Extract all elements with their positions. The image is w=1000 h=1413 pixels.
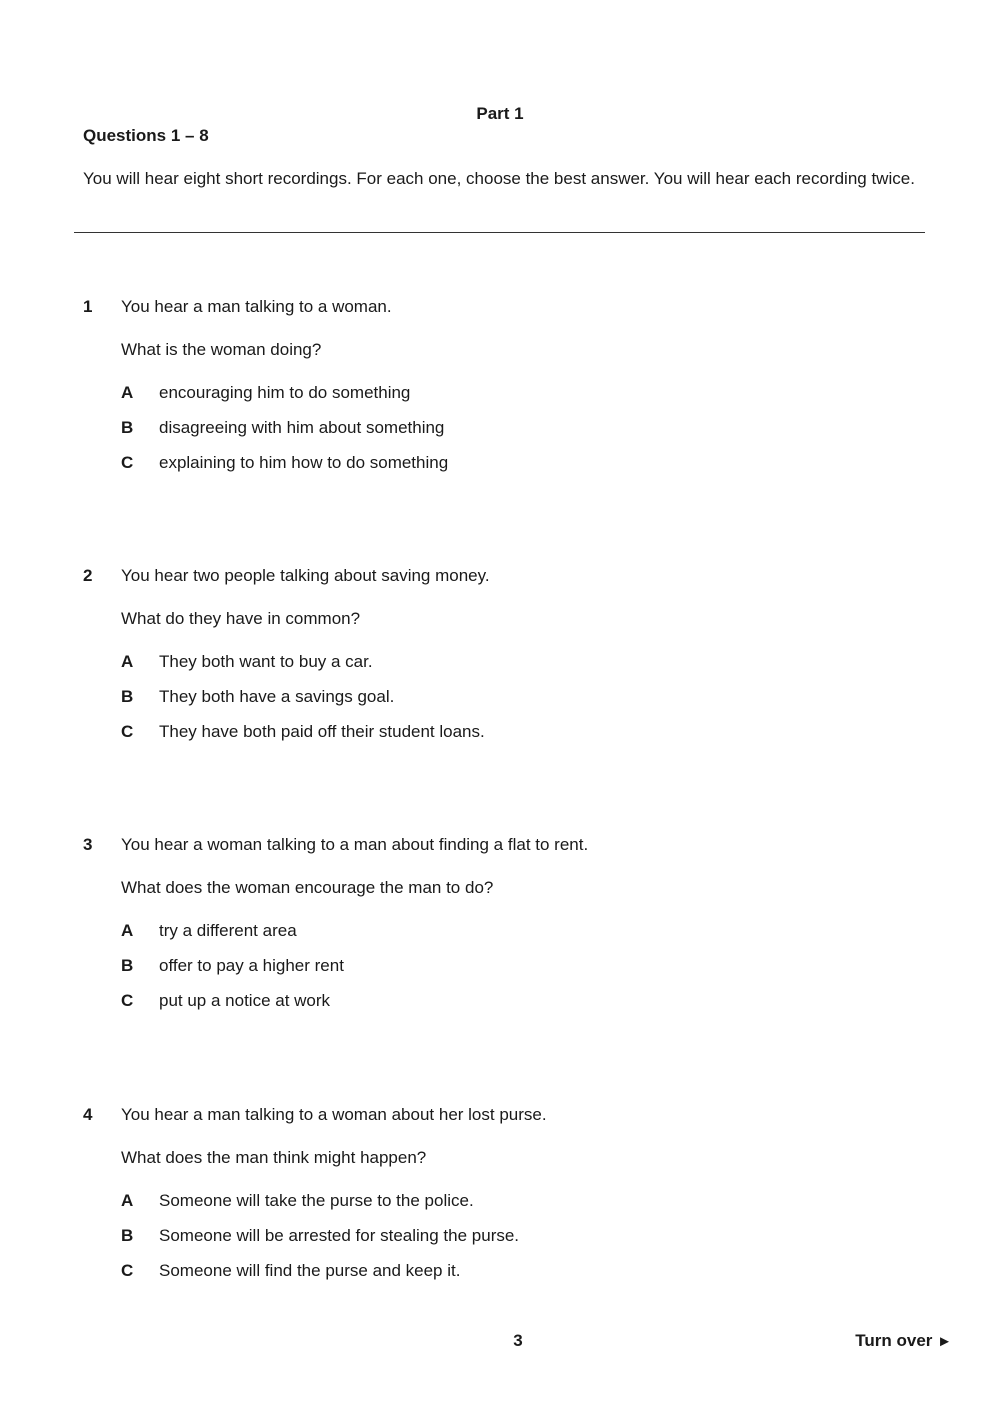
option-text: put up a notice at work <box>159 991 331 1010</box>
option-text: offer to pay a higher rent <box>159 956 344 975</box>
turn-over-label: Turn over <box>855 1331 933 1350</box>
question-context: You hear a man talking to a woman. <box>121 297 392 316</box>
option-text: try a different area <box>159 921 297 940</box>
option-b[interactable] <box>121 687 394 707</box>
question-context: You hear a woman talking to a man about finding a flat to rent. <box>121 835 589 854</box>
turn-over <box>855 1331 952 1351</box>
question-number: 4 <box>83 1105 93 1124</box>
instructions: You will hear eight short recordings. For each one, choose the best answer. You will hear each recording twice. <box>83 169 915 188</box>
right-triangle-icon: ► <box>937 1333 952 1350</box>
option-letter: A <box>121 1191 134 1210</box>
option-letter: C <box>121 453 134 472</box>
option-letter: A <box>121 921 134 940</box>
option-text: They have both paid off their student loans. <box>159 722 485 741</box>
option-text: encouraging him to do something <box>159 383 411 402</box>
option-letter: C <box>121 1261 134 1280</box>
option-b[interactable] <box>121 418 444 438</box>
option-letter: B <box>121 1226 134 1245</box>
question-number: 3 <box>83 835 93 854</box>
question-context: You hear two people talking about saving money. <box>121 566 490 585</box>
option-text: explaining to him how to do something <box>159 453 449 472</box>
option-text: disagreeing with him about something <box>159 418 445 437</box>
option-b[interactable] <box>121 1226 519 1246</box>
part-title: Part 1 <box>476 104 524 123</box>
divider <box>74 232 925 233</box>
question-context: You hear a man talking to a woman about her lost purse. <box>121 1105 547 1124</box>
option-letter: B <box>121 418 134 437</box>
question-prompt: What does the man think might happen? <box>121 1148 427 1167</box>
option-a[interactable] <box>121 921 297 941</box>
option-c[interactable] <box>121 991 330 1011</box>
option-c[interactable] <box>121 453 448 473</box>
question-prompt: What does the woman encourage the man to do? <box>121 878 494 897</box>
option-letter: A <box>121 383 134 402</box>
option-a[interactable] <box>121 652 373 672</box>
option-letter: B <box>121 956 134 975</box>
option-b[interactable] <box>121 956 344 976</box>
option-letter: A <box>121 652 134 671</box>
page-number: 3 <box>513 1331 523 1350</box>
question-prompt: What do they have in common? <box>121 609 361 628</box>
option-letter: C <box>121 722 134 741</box>
option-letter: C <box>121 991 134 1010</box>
option-text: They both have a savings goal. <box>159 687 395 706</box>
option-c[interactable] <box>121 1261 460 1281</box>
option-text: Someone will take the purse to the police. <box>159 1191 474 1210</box>
question-prompt: What is the woman doing? <box>121 340 322 359</box>
option-letter: B <box>121 687 134 706</box>
question-number: 1 <box>83 297 93 316</box>
option-c[interactable] <box>121 722 485 742</box>
question-number: 2 <box>83 566 93 585</box>
option-text: Someone will be arrested for stealing the purse. <box>159 1226 520 1245</box>
questions-range: Questions 1 – 8 <box>83 126 209 145</box>
option-text: They both want to buy a car. <box>159 652 373 671</box>
option-a[interactable] <box>121 1191 474 1211</box>
option-text: Someone will find the purse and keep it. <box>159 1261 461 1280</box>
option-a[interactable] <box>121 383 410 403</box>
